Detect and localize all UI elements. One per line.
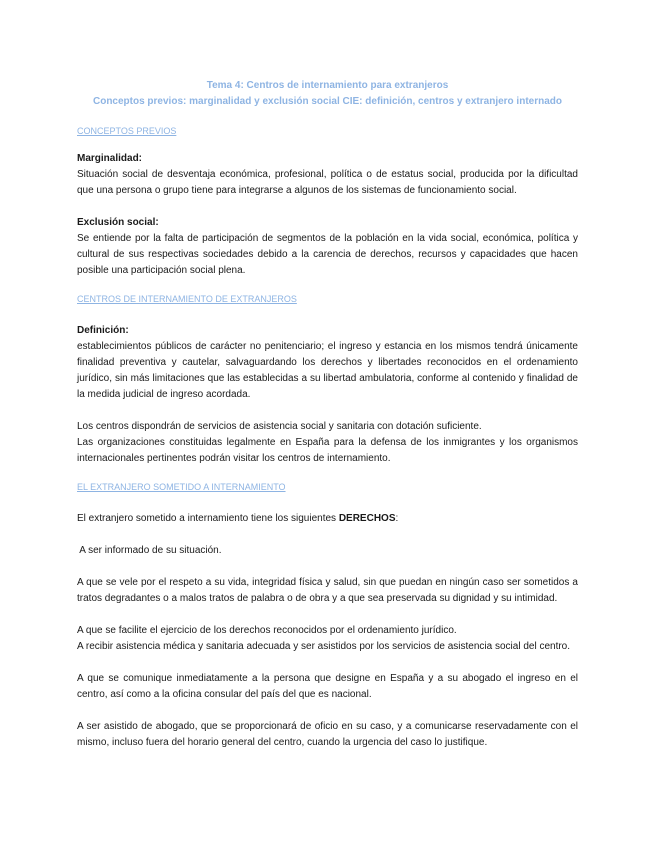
text-derecho-3a: A que se facilite el ejercicio de los derechos reconocidos por el ordenamiento jurídico. [77, 625, 457, 636]
label-exclusion-social: Exclusión social: [77, 217, 159, 228]
title-line-1: Tema 4: Centros de internamiento para extranjeros [206, 80, 449, 91]
document-title [60, 78, 595, 110]
heading-extranjero-internamiento: EL EXTRANJERO SOMETIDO A INTERNAMIENTO [77, 482, 286, 492]
heading-conceptos-previos: CONCEPTOS PREVIOS [77, 126, 177, 136]
derechos-bold: DERECHOS [338, 513, 396, 524]
label-marginalidad: Marginalidad: [77, 153, 143, 164]
text-definicion: establecimientos públicos de carácter no penitenciario; el ingreso y estancia en los mismos tendrá únicamente finalidad preventiva y cautelar, salvaguardando los derechos y libertades reconocidos en el ordenamiento jurídico, sin más limitaciones que las establecidas a su libertad ambulatoria, conforme al contenido y finalidad de la medida judicial de ingreso acordada. [77, 341, 578, 400]
text-derecho-1: A ser informado de su situación. [77, 545, 222, 556]
text-exclusion-social: Se entiende por la falta de participación de segmentos de la población en la vida social, económica, política y cultural de sus respectivas sociedades debido a la carencia de derechos, recursos y capacidades que hacen posible una participación social plena. [77, 233, 578, 276]
heading-centros-internamiento: CENTROS DE INTERNAMIENTO DE EXTRANJEROS [77, 294, 297, 304]
text-centros-1: Los centros dispondrán de servicios de asistencia social y sanitaria con dotación suficiente. [77, 421, 482, 432]
document-body [77, 123, 578, 751]
text-derecho-5: A ser asistido de abogado, que se proporcionará de oficio en su caso, y a comunicarse reservadamente con el mismo, incluso fuera del horario general del centro, cuando la urgencia del caso lo justifique. [77, 721, 578, 748]
derechos-intro-text: El extranjero sometido a internamiento tiene los siguientes [77, 513, 339, 524]
label-definicion: Definición: [77, 325, 129, 336]
text-centros-2: Las organizaciones constituidas legalmente en España para la defensa de los inmigrantes y los organismos internacionales pertinentes podrán visitar los centros de internamiento. [77, 437, 578, 464]
title-line-2: Conceptos previos: marginalidad y exclusión social CIE: definición, centros y extranjero internado [92, 96, 562, 107]
derechos-colon: : [395, 513, 399, 524]
text-derecho-3b: A recibir asistencia médica y sanitaria adecuada y ser asistidos por los servicios de asistencia social del centro. [77, 641, 571, 652]
text-derechos-intro [77, 511, 578, 527]
text-derecho-2: A que se vele por el respeto a su vida, integridad física y salud, sin que puedan en ningún caso ser sometidos a tratos degradantes o a malos tratos de palabra o de obra y a que sea preservada su dignidad y su intimidad. [77, 577, 578, 604]
text-derecho-4: A que se comunique inmediatamente a la persona que designe en España y a su abogado el ingreso en el centro, así como a la oficina consular del país del que es nacional. [77, 673, 578, 700]
text-marginalidad: Situación social de desventaja económica, profesional, política o de estatus social, producida por la dificultad que una persona o grupo tiene para integrarse a algunos de los sistemas de funcionamiento social. [77, 169, 578, 196]
